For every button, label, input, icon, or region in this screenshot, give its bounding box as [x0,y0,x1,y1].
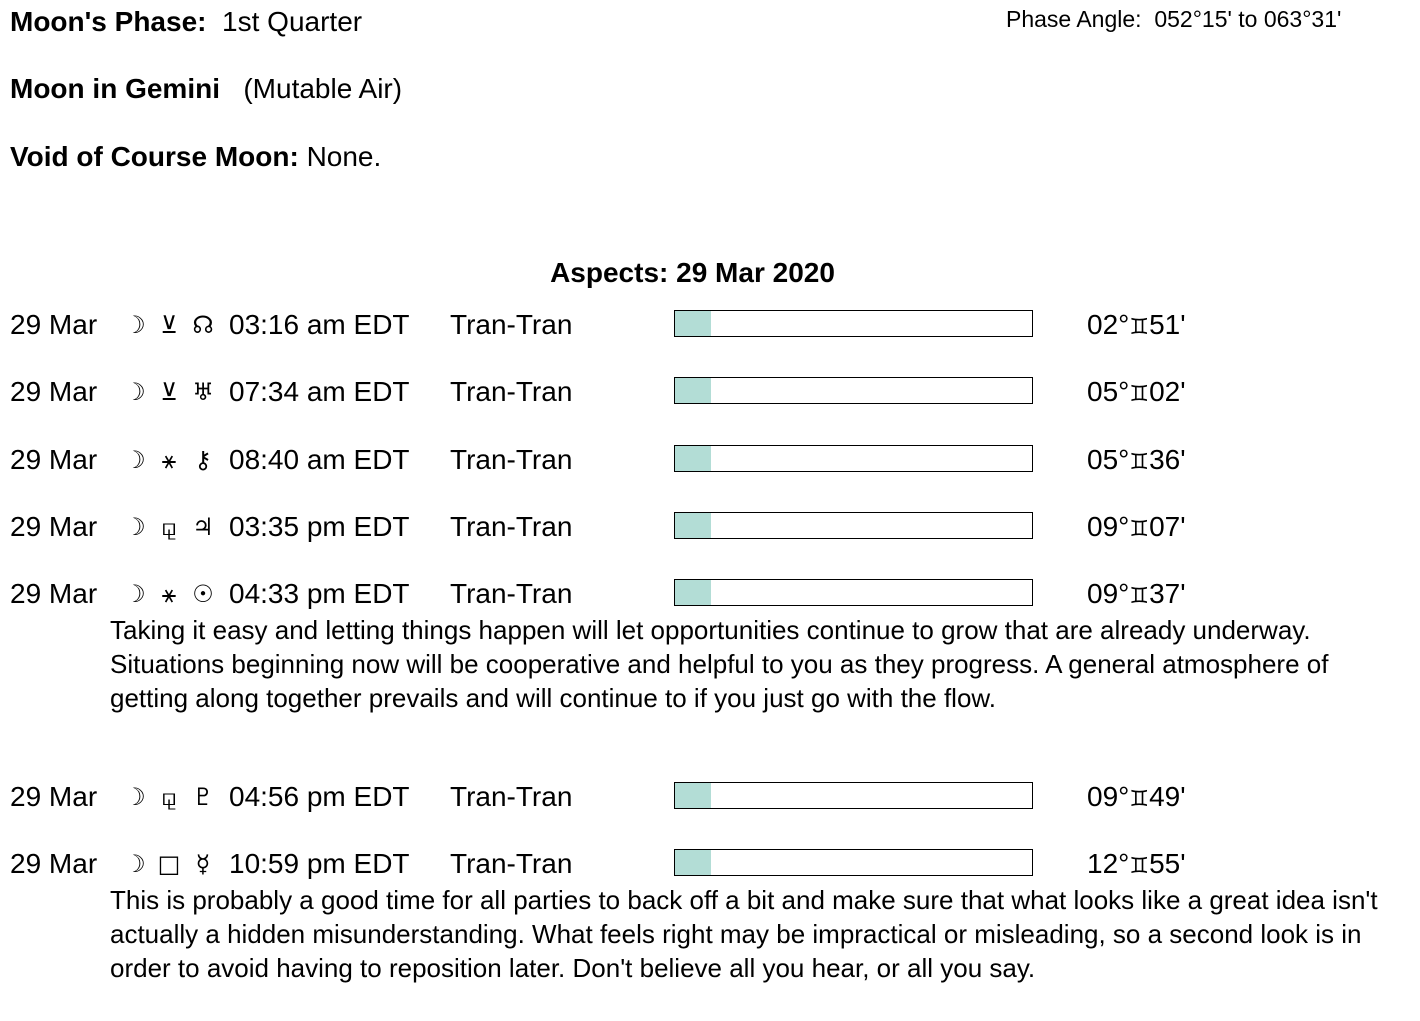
pluto-icon: ♇ [192,783,214,811]
strength-bar [674,377,1033,404]
moon-sign-element: (Mutable Air) [243,73,403,104]
aspect-time: 07:34 am EDT [229,376,410,407]
sun-icon: ☉ [192,580,214,608]
strength-bar-fill [675,378,711,403]
aspect-kind: Tran-Tran [450,444,573,475]
aspect-date: 29 Mar [10,511,98,542]
aspect-time: 10:59 pm EDT [229,848,410,879]
aspect-glyphs [118,308,220,342]
phase-angle [1006,5,1341,33]
strength-bar-fill [675,783,711,808]
uranus-icon: ♅ [192,378,214,406]
phase-angle-value: 052°15' to 063°31' [1154,6,1342,32]
aspect-row [0,510,1420,550]
voc-value: None. [306,141,382,172]
aspect-position [1087,443,1186,480]
jupiter-icon: ♃ [192,513,214,541]
aspect-interpretation: Taking it easy and letting things happen will let opportunities continue to grow that are already underway. Situations beginning now will be cooperative and helpful to you as they progress. A general atmosphere of getting along together prevails and will continue to if you just go with the flow. [110,615,1329,713]
aspect-date: 29 Mar [10,309,98,340]
aspect-kind: Tran-Tran [450,848,573,879]
strength-bar-fill [675,513,711,538]
semisextile-icon: ⊻ [160,311,178,339]
north-node-icon: ☊ [192,311,214,339]
gemini-icon: ♊ [1129,315,1150,340]
aspect-date: 29 Mar [10,444,98,475]
aspect-kind: Tran-Tran [450,511,573,542]
strength-bar-fill [675,311,711,336]
gemini-icon: ♊ [1129,787,1150,812]
position-minute: 51' [1149,309,1186,340]
moon-phase-value: 1st Quarter [222,6,363,37]
moon-icon: ☽ [124,513,146,541]
position-minute: 36' [1149,444,1186,475]
aspect-time: 03:35 pm EDT [229,511,410,542]
position-minute: 37' [1149,578,1186,609]
moon-icon: ☽ [124,850,146,878]
aspect-kind: Tran-Tran [450,578,573,609]
mercury-icon: ☿ [195,850,211,878]
phase-angle-label: Phase Angle: [1006,6,1142,32]
aspect-time: 04:56 pm EDT [229,781,410,812]
aspect-glyphs [118,847,220,881]
moon-icon: ☽ [124,311,146,339]
aspect-kind: Tran-Tran [450,309,573,340]
strength-bar [674,579,1033,606]
moon-icon: ☽ [124,378,146,406]
aspects-title: Aspects: 29 Mar 2020 [550,257,835,288]
gemini-icon: ♊ [1129,584,1150,609]
aspect-row [0,308,1420,348]
aspect-row [0,780,1420,820]
aspect-position [1087,577,1186,614]
aspect-kind: Tran-Tran [450,376,573,407]
strength-bar [674,310,1033,337]
square-icon: □ [157,850,181,878]
sextile-icon: ⚹ [161,446,177,474]
gemini-icon: ♊ [1129,854,1150,879]
aspect-position [1087,375,1186,412]
gemini-icon: ♊ [1129,382,1150,407]
moon-sign-label: Moon in Gemini [10,73,220,104]
moon-icon: ☽ [124,580,146,608]
position-degree: 09° [1087,578,1130,609]
aspect-time: 03:16 am EDT [229,309,410,340]
aspect-date: 29 Mar [10,376,98,407]
moon-sign-line [10,72,402,106]
aspect-position [1087,308,1186,345]
moon-icon: ☽ [124,446,146,474]
aspect-time: 08:40 am EDT [229,444,410,475]
position-minute: 55' [1149,848,1186,879]
strength-bar [674,782,1033,809]
quincunx-icon: ⚼ [160,513,178,541]
position-degree: 09° [1087,511,1130,542]
aspect-date: 29 Mar [10,781,98,812]
strength-bar [674,849,1033,876]
moon-icon: ☽ [124,783,146,811]
aspect-row [0,577,1420,617]
position-minute: 49' [1149,781,1186,812]
semisextile-icon: ⊻ [160,378,178,406]
aspect-glyphs [118,443,220,477]
aspect-row [0,375,1420,415]
quincunx-icon: ⚼ [160,783,178,811]
aspect-time: 04:33 pm EDT [229,578,410,609]
strength-bar [674,445,1033,472]
gemini-icon: ♊ [1129,517,1150,542]
aspect-position [1087,510,1186,547]
position-degree: 12° [1087,848,1130,879]
aspect-glyphs [118,510,220,544]
chiron-icon: ⚷ [194,446,212,474]
aspect-date: 29 Mar [10,578,98,609]
aspect-kind: Tran-Tran [450,781,573,812]
aspect-glyphs [118,577,220,611]
aspect-glyphs [118,375,220,409]
position-degree: 05° [1087,444,1130,475]
moon-phase-label: Moon's Phase: [10,6,207,37]
voc-label: Void of Course Moon: [10,141,299,172]
aspect-row [0,847,1420,887]
sextile-icon: ⚹ [161,580,177,608]
aspect-interpretation: This is probably a good time for all parties to back off a bit and make sure that what looks like a great idea isn't actually a hidden misunderstanding. What feels right may be impractical or misleading, so a second look is in order to avoid having to reposition later. Don't believe all you hear, or all you say. [110,885,1378,983]
strength-bar-fill [675,580,711,605]
aspect-position [1087,780,1186,817]
position-degree: 02° [1087,309,1130,340]
aspect-glyphs [118,780,220,814]
void-of-course-line [10,140,381,174]
moon-phase-line [10,5,362,39]
position-minute: 02' [1149,376,1186,407]
strength-bar-fill [675,850,711,875]
position-degree: 05° [1087,376,1130,407]
aspect-date: 29 Mar [10,848,98,879]
aspect-position [1087,847,1186,884]
gemini-icon: ♊ [1129,450,1150,475]
strength-bar-fill [675,446,711,471]
position-minute: 07' [1149,511,1186,542]
aspect-row [0,443,1420,483]
position-degree: 09° [1087,781,1130,812]
strength-bar [674,512,1033,539]
